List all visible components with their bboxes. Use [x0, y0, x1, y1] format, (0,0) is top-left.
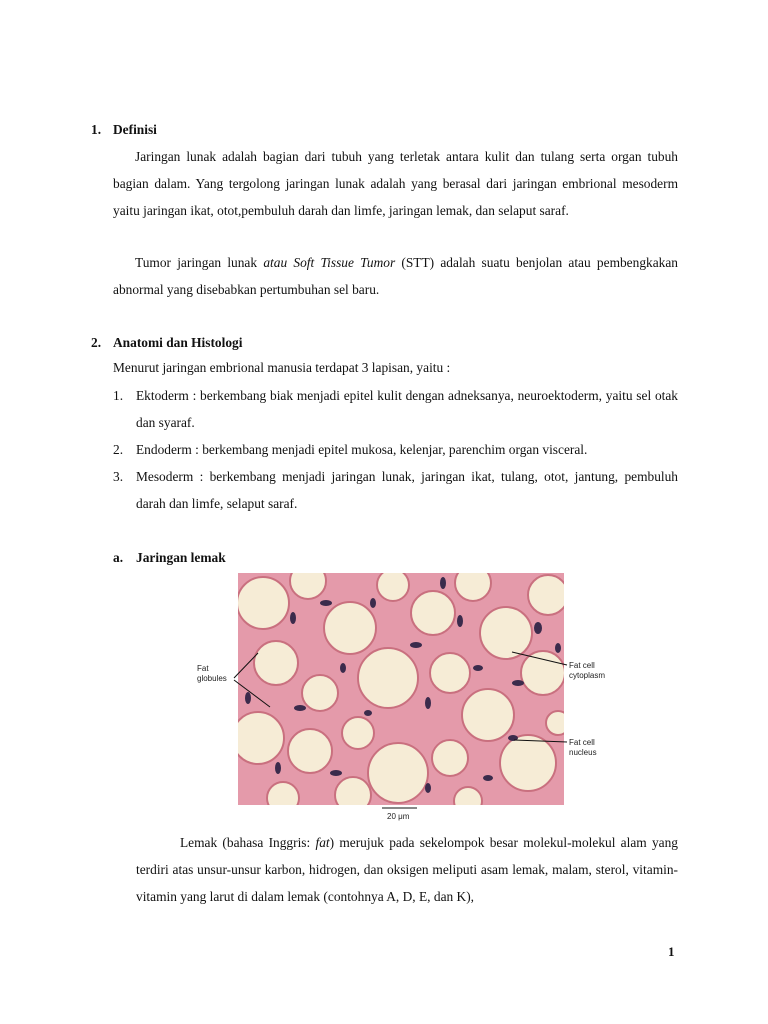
section-2-intro: Menurut jaringan embrional manusia terdapat 3 lapisan, yaitu : [113, 360, 451, 375]
adipose-tissue-micrograph [238, 573, 564, 805]
list-item-2-text: Endoderm : berkembang menjadi epitel mukosa, kelenjar, parenchim organ visceral. [136, 442, 588, 457]
label-fat-cell-nucleus-line2: nucleus [569, 748, 597, 757]
list-item-3-number: 3. [113, 469, 124, 484]
definition-paragraph: Jaringan lunak adalah bagian dari tubuh yang terletak antara kulit dan tulang serta organ tubuh bagian dalam. Yang tergolong jaringan lunak adalah yang berasal dari jaringan embrional mesoderm yaitu jaringan ikat, otot,pembuluh darah dan limfe, jaringan lemak, dan selaput saraf. [113, 149, 678, 218]
list-item-2-number: 2. [113, 442, 124, 457]
section-a-title: Jaringan lemak [136, 550, 226, 565]
section-1-number: 1. [91, 122, 102, 137]
stt-paragraph [113, 249, 678, 303]
stt-text-a: Tumor jaringan lunak [135, 255, 264, 270]
section-a-number: a. [113, 550, 124, 565]
fat-text-a: Lemak (bahasa Inggris: [180, 835, 316, 850]
fat-text-b: ) merujuk pada sekelompok besar molekul-molekul alam yang terdiri atas unsur-unsur karbon, hidrogen, dan oksigen meliputi asam lemak, malam, sterol, vitamin-vitamin yang larut di dalam lemak (contohnya A, D, E, dan K), [136, 835, 678, 904]
label-fat-cell-nucleus-line1: Fat cell [569, 738, 595, 747]
fat-text-em: fat [315, 835, 330, 850]
list-item-1-text: Ektoderm : berkembang biak menjadi epitel kulit dengan adneksanya, neuroektoderm, yaitu sel otak dan syaraf. [136, 388, 678, 430]
label-fat-cell-cytoplasm-line1: Fat cell [569, 661, 595, 670]
label-fat-globules-line1: Fat [197, 664, 209, 673]
section-1-title: Definisi [113, 122, 157, 137]
stt-text-b: (STT) adalah suatu benjolan atau pembengkakan abnormal yang disebabkan pertumbuhan sel baru. [113, 255, 678, 297]
section-2-title: Anatomi dan Histologi [113, 335, 243, 350]
label-fat-cell-cytoplasm-line2: cytoplasm [569, 671, 606, 680]
stt-text-em: atau Soft Tissue Tumor [263, 255, 396, 270]
list-item-1-number: 1. [113, 388, 124, 403]
page-number: 1 [668, 944, 675, 959]
fat-paragraph [136, 829, 678, 910]
label-fat-globules-line2: globules [197, 674, 227, 683]
section-2-number: 2. [91, 335, 102, 350]
scale-bar-label: 20 μm [387, 812, 410, 821]
micrograph-illustration [238, 573, 564, 805]
list-item-3-text: Mesoderm : berkembang menjadi jaringan lunak, jaringan ikat, tulang, otot, jantung, pembuluh darah dan limfe, selaput saraf. [136, 469, 678, 511]
